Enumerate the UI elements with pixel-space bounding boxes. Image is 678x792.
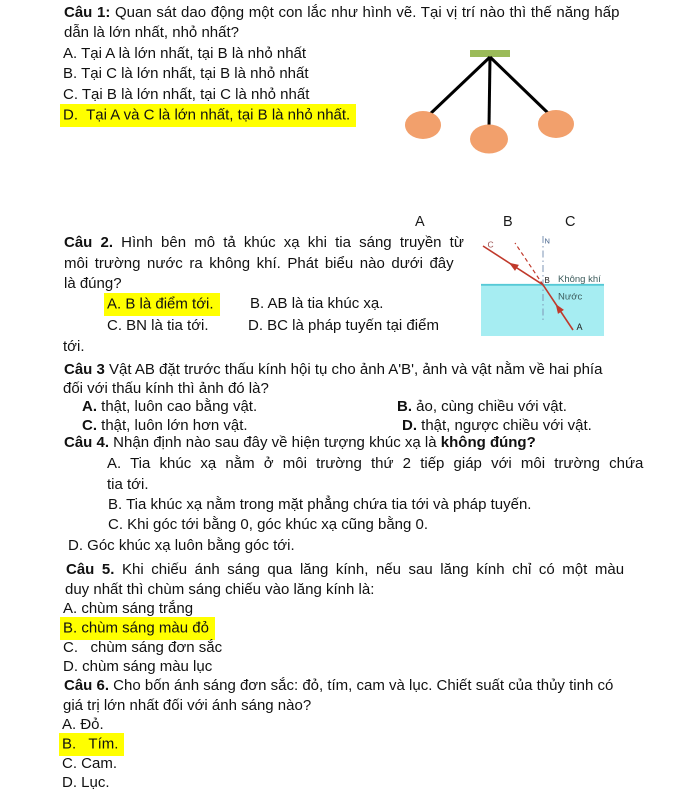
q6-title-line2: giá trị lớn nhất đối với ánh sáng nào? — [63, 696, 312, 714]
q4-option-c: C. Khi góc tới bằng 0, góc khúc xạ cũng bằng 0. — [108, 516, 429, 533]
pendulum-bob-left — [405, 111, 441, 139]
q6-option-b — [62, 734, 124, 753]
q1-option-a — [63, 44, 306, 63]
q5-option-d-text: D. chùm sáng màu lục — [63, 657, 213, 675]
q1-title-line2: dẫn là lớn nhất, nhỏ nhất? — [64, 23, 239, 41]
q3-option-a — [82, 397, 257, 416]
q6-title-text1: Cho bốn ánh sáng đơn sắc: đỏ, tím, cam và lục. Chiết suất của thủy tinh có — [109, 677, 614, 694]
pendulum-label-b: B — [503, 214, 513, 230]
q1-option-a-text: A. Tại A là lớn nhất, tại B là nhỏ nhất — [63, 45, 307, 62]
q4-option-a-line1: A. Tia khúc xạ nằm ở môi trường thứ 2 tiếp giáp với môi trường chứa — [107, 455, 644, 472]
q5-option-c-text: C. chùm sáng đơn sắc — [63, 638, 223, 656]
q2-option-c — [107, 316, 209, 335]
q5-option-a — [63, 599, 193, 618]
pendulum-string-middle — [489, 57, 490, 127]
q5-option-c — [63, 638, 222, 657]
q6-option-a-text: A. Đỏ. — [62, 716, 104, 733]
q1-title-line1 — [64, 3, 619, 22]
q3-option-c-text: thật, luôn lớn hơn vật. — [97, 416, 248, 434]
q4-title — [64, 433, 536, 452]
q3-title-line2: đối với thấu kính thì ảnh đó là? — [63, 380, 269, 397]
q6-option-d — [62, 773, 110, 792]
water-label: Nước — [558, 291, 583, 303]
q2-option-d-text: D. BC là pháp tuyến tại điểm — [248, 316, 439, 334]
q3-option-d-letter: D. — [402, 416, 417, 434]
q2-option-d-overflow: tới. — [63, 337, 85, 355]
q1-label: Câu 1: — [64, 4, 111, 21]
q6-option-c-text: C. Cam. — [62, 754, 118, 772]
pendulum-bob-right — [538, 110, 574, 138]
q5-title-line1 — [66, 560, 624, 579]
q4-option-a-line2: tia tới. — [107, 475, 149, 493]
normal-label: N — [544, 236, 550, 246]
q3-option-a-text: thật, luôn cao bằng vật. — [97, 398, 258, 415]
q6-option-d-text: D. Lục. — [62, 773, 110, 791]
q3-option-a-letter: A. — [82, 398, 97, 415]
q5-label: Câu 5. — [66, 561, 115, 578]
q2-label: Câu 2. — [64, 234, 114, 251]
pendulum-label-a: A — [415, 214, 425, 230]
q6-option-a — [62, 715, 104, 734]
pendulum-label-c: C — [565, 214, 576, 230]
q3-option-d — [402, 416, 592, 435]
q2-title-text1: Hình bên mô tả khúc xạ khi tia sáng truyền từ — [113, 234, 464, 251]
q6-option-b-text: B. Tím. — [59, 733, 124, 756]
q5-title-text1: Khi chiếu ánh sáng qua lăng kính, nếu sau lăng kính chỉ có một màu — [114, 561, 625, 578]
refraction-diagram — [473, 232, 613, 344]
q3-option-b — [397, 397, 567, 416]
q1-option-c-text: C. Tại B là lớn nhất, tại C là nhỏ nhất — [63, 85, 310, 103]
q6-option-c — [62, 754, 117, 773]
q4-option-d: D. Góc khúc xạ luôn bằng góc tới. — [68, 536, 295, 554]
q5-option-b — [63, 618, 215, 637]
q3-option-d-text: thật, ngược chiều với vật. — [417, 416, 592, 434]
q6-label: Câu 6. — [64, 677, 110, 694]
q2-option-b-text: B. AB là tia khúc xạ. — [250, 295, 384, 312]
q2-option-a — [107, 294, 220, 313]
q2-option-d — [248, 316, 439, 335]
q3-option-b-text: ảo, cùng chiều với vật. — [412, 398, 567, 415]
refracted-ray-arrowhead — [507, 260, 519, 271]
source-point-label: A — [576, 322, 583, 332]
q5-option-b-text: B. chùm sáng màu đỏ — [60, 617, 215, 640]
undeviated-ray — [515, 243, 543, 285]
q5-option-d — [63, 657, 212, 676]
q1-title-text1: Quan sát dao động một con lắc như hình vẽ. Tại vị trí nào thì thế năng hấp — [110, 4, 620, 21]
air-label: Không khí — [558, 274, 601, 285]
q2-option-b — [250, 294, 383, 313]
q2-title-line2: môi trường nước ra không khí. Phát biểu nào dưới đây — [64, 254, 454, 272]
q4-title-bold: không đúng? — [440, 434, 536, 451]
q4-label: Câu 4. — [64, 434, 110, 451]
q1-option-d — [63, 105, 356, 124]
q2-title-line3: là đúng? — [64, 275, 122, 292]
q2-option-c-text: C. BN là tia tới. — [107, 316, 209, 334]
pendulum-string-right — [490, 57, 548, 113]
q1-option-d-text: D. Tại A và C là lớn nhất, tại B là nhỏ nhất. — [60, 104, 356, 127]
pendulum-bob-middle — [470, 125, 508, 154]
q3-label: Câu 3 — [64, 361, 105, 378]
q3-option-c — [82, 416, 248, 435]
q2-title-line1 — [64, 233, 464, 252]
pendulum-diagram — [391, 41, 631, 236]
q2-option-a-text: A. B là điểm tới. — [104, 293, 220, 316]
q1-option-b — [63, 64, 309, 83]
q3-option-b-letter: B. — [397, 398, 412, 415]
q5-option-a-text: A. chùm sáng trắng — [63, 600, 194, 617]
pendulum-string-left — [429, 57, 490, 115]
q4-title-text: Nhận định nào sau đây về hiện tượng khúc xạ là — [109, 434, 441, 451]
q1-option-b-text: B. Tại C là lớn nhất, tại B là nhỏ nhất — [63, 65, 309, 82]
q3-option-c-letter: C. — [82, 416, 97, 434]
refracted-point-label: C — [487, 239, 494, 250]
q3-title-text1: Vật AB đặt trước thấu kính hội tụ cho ảnh A'B', ảnh và vật nằm về hai phía — [104, 361, 603, 378]
incidence-point-label: B — [544, 276, 550, 285]
pendulum-pivot — [470, 50, 510, 57]
q1-option-c — [63, 85, 309, 104]
q5-title-line2: duy nhất thì chùm sáng chiếu vào lăng kính là: — [65, 580, 375, 598]
q3-title-line1 — [64, 360, 602, 379]
q6-title-line1 — [64, 676, 613, 695]
q4-option-b: B. Tia khúc xạ nằm trong mặt phẳng chứa tia tới và pháp tuyến. — [108, 496, 532, 513]
